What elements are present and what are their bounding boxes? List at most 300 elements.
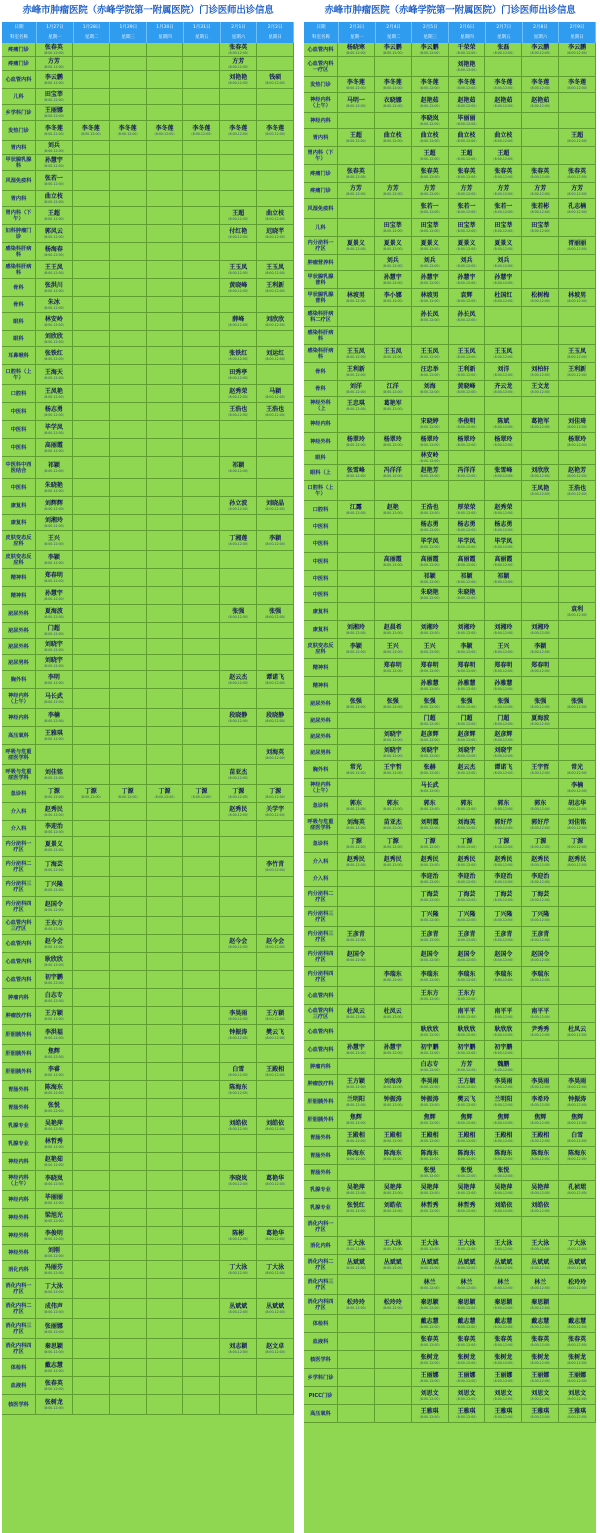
- date-header-row: [2, 22, 294, 33]
- department-name: 肿瘤营养科: [304, 255, 338, 270]
- schedule-title: 赤峰市肿瘤医院（赤峰学院第一附属医院）门诊医师出诊信息: [2, 0, 294, 22]
- schedule-cell: [183, 1377, 220, 1394]
- clinic-hours: （8:00-12:00）: [528, 1286, 553, 1290]
- schedule-cell: [485, 621, 522, 638]
- schedule-cell: [485, 363, 522, 380]
- clinic-hours: （8:00-12:00）: [41, 561, 66, 565]
- schedule-cell: [412, 745, 449, 760]
- schedule-cell: [559, 237, 596, 254]
- clinic-hours: （8:00-12:00）: [454, 898, 479, 902]
- department-name: 高压氧科: [304, 1405, 338, 1422]
- schedule-cell: [522, 481, 559, 500]
- clinic-hours: （8:00-12:00）: [565, 1033, 590, 1037]
- doctor-name: 王大泳: [494, 1240, 513, 1247]
- schedule-cell: [147, 155, 184, 170]
- clinic-hours: （8:00-12:00）: [454, 1174, 479, 1178]
- schedule-cell: [559, 1181, 596, 1198]
- doctor-name: 张春英: [457, 1336, 476, 1343]
- clinic-hours: （8:00-12:00）: [343, 407, 368, 411]
- schedule-cell: [147, 623, 184, 638]
- schedule-cell: [183, 765, 220, 784]
- clinic-hours: （8:00-12:00）: [417, 1191, 442, 1195]
- department-name: 康复科: [2, 515, 36, 530]
- clinic-hours: （8:00-12:00）: [454, 738, 479, 742]
- schedule-cell: [338, 1369, 375, 1386]
- clinic-hours: （8:00-12:00）: [491, 229, 516, 233]
- schedule-cell: [375, 745, 412, 760]
- schedule-cell: [412, 1147, 449, 1164]
- schedule-cell: [183, 639, 220, 654]
- clinic-hours: （8:00-12:00）: [226, 413, 251, 417]
- clinic-hours: （8:00-12:00）: [380, 650, 405, 654]
- schedule-cell: [183, 43, 220, 56]
- schedule-cell: [449, 967, 486, 986]
- schedule-cell: [257, 623, 294, 638]
- clinic-hours: （8:00-12:00）: [263, 756, 288, 760]
- schedule-cell: [183, 689, 220, 708]
- schedule-cell: [559, 1255, 596, 1274]
- schedule-cell: [559, 907, 596, 926]
- schedule-cell: [147, 785, 184, 802]
- schedule-cell: [522, 603, 559, 620]
- clinic-hours: （8:00-12:00）: [41, 524, 66, 528]
- schedule-cell: [522, 1181, 559, 1198]
- schedule-cell: [220, 689, 257, 708]
- department-name: 消化内科: [304, 1237, 338, 1254]
- clinic-hours: （8:00-12:00）: [78, 795, 103, 799]
- clinic-hours: （8:00-12:00）: [454, 1015, 479, 1019]
- schedule-cell: [338, 1023, 375, 1040]
- schedule-cell: [36, 953, 73, 970]
- clinic-hours: （8:00-12:00）: [41, 164, 66, 168]
- clinic-hours: （8:00-12:00）: [417, 1085, 442, 1089]
- schedule-cell: [559, 289, 596, 306]
- doctor-name: 赵秀民: [568, 856, 587, 863]
- clinic-hours: （8:00-12:00）: [417, 687, 442, 691]
- schedule-cell: [485, 871, 522, 886]
- schedule-cell: [110, 225, 147, 242]
- department-name: 心血管内科: [304, 1041, 338, 1058]
- schedule-cell: [147, 765, 184, 784]
- table-row: [2, 1299, 294, 1319]
- schedule-cell: [183, 917, 220, 934]
- schedule-cell: [338, 639, 375, 658]
- table-row: [2, 207, 294, 225]
- clinic-hours: （8:00-12:00）: [263, 1237, 288, 1241]
- department-name: 口腔科（上午）: [2, 365, 36, 384]
- clinic-hours: （8:00-12:00）: [380, 86, 405, 90]
- clinic-hours: （8:00-12:00）: [528, 771, 553, 775]
- doctor-name: 赵秀民: [420, 856, 439, 863]
- department-name: 神经内科: [2, 709, 36, 726]
- schedule-cell: [36, 141, 73, 154]
- clinic-hours: （8:00-12:00）: [263, 1127, 288, 1131]
- schedule-cell: [110, 655, 147, 670]
- clinic-hours: （8:00-12:00）: [565, 705, 590, 709]
- schedule-cell: [449, 255, 486, 270]
- doctor-name: 赵艳茹: [494, 97, 513, 104]
- schedule-cell: [559, 1315, 596, 1332]
- doctor-name: 李云鹏: [531, 44, 550, 51]
- clinic-hours: （8:00-12:00）: [343, 1191, 368, 1195]
- doctor-name: 刘运红: [266, 350, 285, 357]
- schedule-cell: [485, 835, 522, 852]
- schedule-cell: [375, 947, 412, 966]
- clinic-hours: （8:00-12:00）: [380, 1306, 405, 1310]
- doctor-name: 郭东: [534, 800, 547, 807]
- schedule-cell: [449, 907, 486, 926]
- doctor-name: 王东方: [420, 990, 439, 997]
- schedule-cell: [183, 57, 220, 70]
- schedule-cell: [220, 803, 257, 820]
- weekday-cell: 星期一: [37, 33, 74, 43]
- table-row: [2, 331, 294, 347]
- doctor-name: 袁利: [571, 606, 584, 613]
- schedule-cell: [559, 659, 596, 676]
- schedule-cell: [375, 927, 412, 946]
- department-name: 乡学科门诊: [2, 105, 36, 120]
- schedule-cell: [73, 141, 110, 154]
- schedule-cell: [36, 1191, 73, 1208]
- schedule-cell: [183, 1395, 220, 1414]
- clinic-hours: （8:00-12:00）: [417, 264, 442, 268]
- department-name: 骨科: [304, 363, 338, 380]
- schedule-cell: [257, 479, 294, 496]
- doctor-name: 方芳: [534, 185, 547, 192]
- department-name: 甲状腺乳腺普科: [304, 271, 338, 288]
- clinic-hours: （8:00-12:00）: [491, 1068, 516, 1072]
- table-row: [2, 105, 294, 121]
- schedule-cell: [412, 815, 449, 834]
- doctor-name: 李瑞东: [494, 971, 513, 978]
- schedule-cell: [412, 927, 449, 946]
- clinic-hours: （8:00-12:00）: [454, 157, 479, 161]
- schedule-cell: [36, 297, 73, 312]
- schedule-cell: [220, 989, 257, 1006]
- clinic-hours: （8:00-12:00）: [528, 175, 553, 179]
- clinic-hours: （8:00-12:00）: [491, 1085, 516, 1089]
- schedule-cell: [110, 745, 147, 764]
- schedule-cell: [110, 587, 147, 604]
- clinic-hours: （8:00-12:00）: [491, 1325, 516, 1329]
- clinic-hours: （8:00-12:00）: [417, 51, 442, 55]
- schedule-cell: [257, 1377, 294, 1394]
- schedule-cell: [338, 199, 375, 218]
- doctor-name: 王超: [460, 150, 473, 157]
- clinic-hours: （8:00-12:00）: [417, 807, 442, 811]
- doctor-name: 王方颖: [457, 1078, 476, 1085]
- schedule-cell: [412, 1315, 449, 1332]
- department-name: 中医科: [2, 439, 36, 456]
- doctor-name: 秦思颖: [494, 1299, 513, 1306]
- table-row: [304, 289, 596, 307]
- clinic-hours: （8:00-12:00）: [565, 51, 590, 55]
- schedule-cell: [485, 129, 522, 146]
- schedule-cell: [449, 779, 486, 796]
- doctor-name: 王玉凤: [383, 348, 402, 355]
- doctor-name: 毕学凤: [494, 538, 513, 545]
- schedule-cell: [257, 953, 294, 970]
- doctor-name: 陈海东: [457, 1150, 476, 1157]
- doctor-name: 张春英: [420, 1336, 439, 1343]
- clinic-hours: （8:00-12:00）: [263, 1350, 288, 1354]
- clinic-hours: （8:00-12:00）: [417, 299, 442, 303]
- table-row: [2, 1395, 294, 1415]
- schedule-cell: [257, 765, 294, 784]
- schedule-cell: [338, 93, 375, 112]
- schedule-cell: [559, 677, 596, 694]
- schedule-cell: [449, 535, 486, 552]
- clinic-hours: （8:00-12:00）: [41, 413, 66, 417]
- clinic-hours: （8:00-12:00）: [226, 813, 251, 817]
- clinic-hours: （8:00-12:00）: [491, 1103, 516, 1107]
- clinic-hours: （8:00-12:00）: [528, 722, 553, 726]
- department-name: 泌尿外科: [304, 729, 338, 744]
- schedule-cell: [412, 1237, 449, 1254]
- clinic-hours: （8:00-12:00）: [454, 1306, 479, 1310]
- doctor-name: 孙慧宇: [494, 274, 513, 281]
- clinic-hours: （8:00-12:00）: [226, 51, 251, 55]
- schedule-cell: [412, 695, 449, 712]
- clinic-hours: （8:00-12:00）: [380, 863, 405, 867]
- doctor-name: 冯洋洋: [383, 467, 402, 474]
- doctor-name: 赵彦辉: [494, 731, 513, 738]
- schedule-cell: [375, 327, 412, 344]
- clinic-hours: （8:00-12:00）: [565, 1247, 590, 1251]
- schedule-cell: [110, 1299, 147, 1318]
- schedule-cell: [183, 385, 220, 402]
- schedule-cell: [183, 623, 220, 638]
- clinic-hours: （8:00-12:00）: [565, 789, 590, 793]
- schedule-cell: [183, 989, 220, 1006]
- schedule-cell: [338, 1181, 375, 1198]
- schedule-cell: [338, 1199, 375, 1216]
- schedule-cell: [375, 779, 412, 796]
- schedule-cell: [522, 183, 559, 198]
- doctor-name: 张春英: [568, 168, 587, 175]
- clinic-hours: （8:00-12:00）: [41, 469, 66, 473]
- clinic-hours: （8:00-12:00）: [380, 1015, 405, 1019]
- schedule-cell: [375, 553, 412, 570]
- doctor-name: 夏景义: [420, 240, 439, 247]
- schedule-cell: [485, 345, 522, 362]
- clinic-hours: （8:00-12:00）: [41, 357, 66, 361]
- schedule-cell: [73, 569, 110, 586]
- table-row: [2, 953, 294, 971]
- table-row: [2, 1227, 294, 1245]
- table-row: [2, 1279, 294, 1299]
- doctor-name: 刘欣欣: [44, 333, 63, 340]
- schedule-cell: [36, 439, 73, 456]
- table-row: [2, 313, 294, 331]
- schedule-cell: [257, 803, 294, 820]
- schedule-cell: [522, 947, 559, 966]
- doctor-name: 王利新: [266, 282, 285, 289]
- table-row: [2, 837, 294, 857]
- department-name: 乳腺专业: [304, 1181, 338, 1198]
- schedule-cell: [257, 43, 294, 56]
- schedule-cell: [36, 279, 73, 296]
- schedule-cell: [559, 1129, 596, 1146]
- doctor-name: 杨翠玲: [568, 436, 587, 443]
- department-name: 血液科: [304, 1333, 338, 1350]
- schedule-cell: [147, 497, 184, 514]
- doctor-name: 张若一: [457, 203, 476, 210]
- schedule-cell: [147, 421, 184, 438]
- schedule-cell: [338, 535, 375, 552]
- schedule-cell: [485, 1237, 522, 1254]
- doctor-name: 常光: [571, 764, 584, 771]
- schedule-cell: [183, 1359, 220, 1376]
- schedule-cell: [73, 439, 110, 456]
- schedule-cell: [257, 155, 294, 170]
- clinic-hours: （8:00-12:00）: [417, 918, 442, 922]
- clinic-hours: （8:00-12:00）: [343, 705, 368, 709]
- doctor-name: 曲立枝: [44, 193, 63, 200]
- doctor-name: 李冬莲: [192, 125, 211, 132]
- doctor-name: 南平平: [457, 1008, 476, 1015]
- doctor-name: 高丽霞: [494, 556, 513, 563]
- clinic-hours: （8:00-12:00）: [41, 1017, 66, 1021]
- schedule-cell: [522, 363, 559, 380]
- schedule-cell: [110, 261, 147, 278]
- clinic-hours: （8:00-12:00）: [528, 1103, 553, 1107]
- clinic-hours: （8:00-12:00）: [417, 229, 442, 233]
- clinic-hours: （8:00-12:00）: [226, 469, 251, 473]
- department-name: 心血管内科: [304, 1023, 338, 1040]
- schedule-cell: [449, 237, 486, 254]
- doctor-name: 张若一: [420, 203, 439, 210]
- schedule-cell: [110, 877, 147, 896]
- clinic-hours: （8:00-12:00）: [491, 669, 516, 673]
- schedule-cell: [338, 729, 375, 744]
- schedule-cell: [36, 1299, 73, 1318]
- doctor-name: 李颖: [47, 554, 60, 561]
- schedule-cell: [412, 871, 449, 886]
- clinic-hours: （8:00-12:00）: [343, 1085, 368, 1089]
- table-row: [2, 225, 294, 243]
- doctor-name: 郑春明: [494, 662, 513, 669]
- doctor-name: 毕丽丽: [457, 115, 476, 122]
- schedule-cell: [375, 1005, 412, 1022]
- schedule-cell: [220, 1153, 257, 1170]
- schedule-cell: [375, 571, 412, 586]
- doctor-name: 李云鹏: [568, 44, 587, 51]
- schedule-cell: [36, 1153, 73, 1170]
- clinic-hours: （8:00-12:00）: [454, 1286, 479, 1290]
- schedule-cell: [36, 515, 73, 530]
- schedule-cell: [375, 433, 412, 450]
- schedule-cell: [257, 403, 294, 420]
- clinic-hours: （8:00-12:00）: [454, 1247, 479, 1251]
- doctor-name: 李冬莲: [44, 125, 63, 132]
- schedule-cell: [110, 421, 147, 438]
- doctor-name: 陈海东: [494, 1150, 513, 1157]
- date-cell: 2月6日: [449, 22, 486, 33]
- doctor-name: 丁源: [121, 788, 134, 795]
- schedule-cell: [449, 1237, 486, 1254]
- doctor-name: 王大泳: [383, 1240, 402, 1247]
- clinic-hours: （8:00-12:00）: [528, 390, 553, 394]
- schedule-cell: [559, 695, 596, 712]
- doctor-name: 杨翠玲: [420, 436, 439, 443]
- schedule-cell: [147, 385, 184, 402]
- clinic-hours: （8:00-12:00）: [41, 200, 66, 204]
- doctor-name: 梁旭光: [44, 1212, 63, 1219]
- clinic-hours: （8:00-12:00）: [565, 355, 590, 359]
- schedule-cell: [485, 1217, 522, 1236]
- doctor-name: 赵国令: [420, 951, 439, 958]
- clinic-hours: （8:00-12:00）: [454, 318, 479, 322]
- clinic-hours: （8:00-12:00）: [417, 1068, 442, 1072]
- clinic-hours: （8:00-12:00）: [491, 563, 516, 567]
- schedule-cell: [257, 1279, 294, 1298]
- schedule-cell: [257, 261, 294, 278]
- schedule-cell: [220, 877, 257, 896]
- schedule-cell: [110, 1099, 147, 1116]
- clinic-hours: （8:00-12:00）: [565, 425, 590, 429]
- doctor-name: 张春英: [494, 1336, 513, 1343]
- table-row: [2, 439, 294, 457]
- doctor-name: 陈海东: [420, 1150, 439, 1157]
- department-name: 中医科: [304, 535, 338, 552]
- schedule-cell: [522, 1275, 559, 1294]
- doctor-name: 松玲玲: [346, 1299, 365, 1306]
- clinic-hours: （8:00-12:00）: [380, 631, 405, 635]
- schedule-cell: [522, 713, 559, 728]
- doctor-name: 郑春明: [420, 662, 439, 669]
- schedule-cell: [338, 1111, 375, 1128]
- schedule-cell: [257, 331, 294, 346]
- schedule-cell: [412, 1181, 449, 1198]
- doctor-name: 焦辉: [423, 1114, 436, 1121]
- schedule-cell: [375, 289, 412, 306]
- clinic-hours: （8:00-12:00）: [41, 597, 66, 601]
- schedule-cell: [338, 289, 375, 306]
- schedule-cell: [73, 727, 110, 744]
- department-name: 中医科: [2, 421, 36, 438]
- clinic-hours: （8:00-12:00）: [226, 719, 251, 723]
- schedule-cell: [257, 191, 294, 206]
- schedule-cell: [449, 1295, 486, 1314]
- schedule-cell: [375, 887, 412, 906]
- schedule-cell: [73, 935, 110, 952]
- doctor-name: 张磊: [497, 44, 510, 51]
- department-name: 心血管内科一疗区: [304, 57, 338, 76]
- doctor-name: 初宇鹏: [420, 1044, 439, 1051]
- schedule-cell: [257, 1299, 294, 1318]
- schedule-cell: [559, 183, 596, 198]
- schedule-cell: [375, 1093, 412, 1110]
- doctor-name: 丛斌斌: [531, 1259, 550, 1266]
- schedule-cell: [220, 953, 257, 970]
- doctor-name: 孔祯珺: [568, 1184, 587, 1191]
- doctor-name: 马长武: [44, 693, 63, 700]
- doctor-name: 厚荣荣: [457, 504, 476, 511]
- table-row: [304, 1041, 596, 1059]
- doctor-name: 马颖: [269, 388, 282, 395]
- schedule-cell: [485, 1333, 522, 1350]
- department-name: 神经外科: [2, 1209, 36, 1226]
- schedule-cell: [110, 1171, 147, 1190]
- clinic-hours: （8:00-12:00）: [189, 795, 214, 799]
- doctor-name: 林安岭: [44, 316, 63, 323]
- doctor-name: 丁大泳: [229, 1264, 248, 1271]
- clinic-hours: （8:00-12:00）: [454, 373, 479, 377]
- clinic-hours: （8:00-12:00）: [380, 247, 405, 251]
- schedule-cell: [110, 479, 147, 496]
- doctor-name: 王玉凤: [457, 348, 476, 355]
